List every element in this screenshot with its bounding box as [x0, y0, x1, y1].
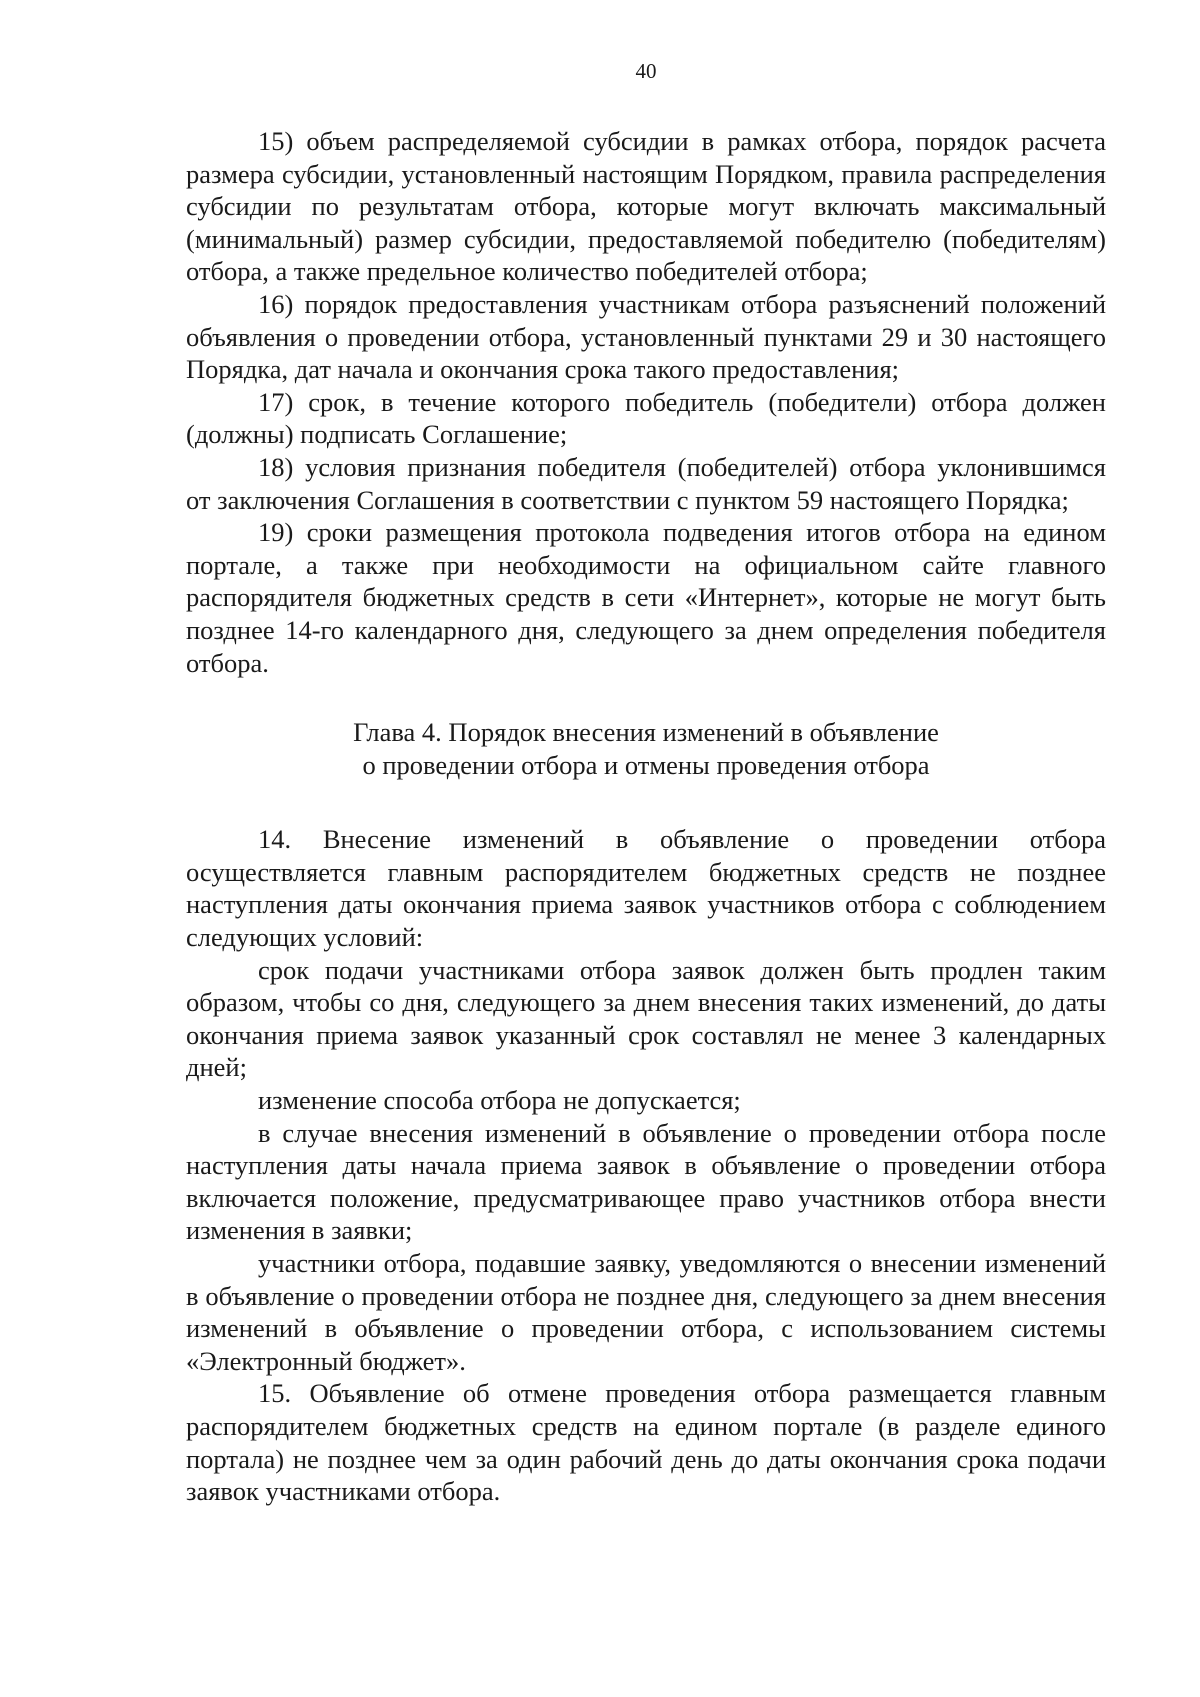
paragraph-clause-15: 15. Объявление об отмене проведения отбора размещается главным распорядителем бюджетных средств на едином портале (в разделе единого портала) не позднее чем за один рабочий день до даты окончания срока подачи заявок участниками отбора. — [186, 1378, 1106, 1507]
paragraph-condition-changes: в случае внесения изменений в объявление о проведении отбора после наступления даты начала приема заявок в объявление о проведении отбора включается положение, предусматривающее право участников отбора внести изменения в заявки; — [186, 1117, 1106, 1246]
chapter-heading — [186, 716, 1106, 781]
chapter-heading-line-1: Глава 4. Порядок внесения изменений в объявление — [353, 717, 939, 748]
paragraph-condition-deadline: срок подачи участниками отбора заявок должен быть продлен таким образом, чтобы со дня, следующего за днем внесения таких изменений, до даты окончания приема заявок указанный срок составлял не менее 3 календарных дней; — [186, 954, 1106, 1083]
chapter-heading-line-2: о проведении отбора и отмены проведения отбора — [362, 749, 930, 780]
paragraph-item-15: 15) объем распределяемой субсидии в рамках отбора, порядок расчета размера субсидии, установленный настоящим Порядком, правила распределения субсидии по результатам отбора, которые могут включать максимальный (минимальный) размер субсидии, предоставляемой победителю (победителям) отбора, а также предельное количество победителей отбора; — [186, 126, 1106, 287]
paragraph-item-17: 17) срок, в течение которого победитель (победители) отбора должен (должны) подписать Соглашение; — [186, 386, 1106, 450]
paragraph-condition-notify: участники отбора, подавшие заявку, уведомляются о внесении изменений в объявление о проведении отбора не позднее дня, следующего за днем внесения изменений в объявление о проведении отбора, с использованием системы «Электронный бюджет». — [186, 1248, 1106, 1376]
paragraph-clause-14: 14. Внесение изменений в объявление о проведении отбора осуществляется главным распорядителем бюджетных средств не позднее наступления даты окончания приема заявок участников отбора с соблюдением следующих условий: — [186, 824, 1106, 953]
paragraph-item-16: 16) порядок предоставления участникам отбора разъяснений положений объявления о проведении отбора, установленный пунктами 29 и 30 настоящего Порядка, дат начала и окончания срока такого предоставления; — [186, 288, 1106, 385]
page-number: 40 — [635, 59, 657, 83]
paragraph-item-19: 19) сроки размещения протокола подведения итогов отбора на едином портале, а также при необходимости на официальном сайте главного распорядителя бюджетных средств в сети «Интернет», которые не могут быть позднее 14-го календарного дня, следующего за днем определения победителя отбора. — [186, 517, 1106, 678]
document-page — [186, 58, 1106, 1508]
paragraph-condition-method: изменение способа отбора не допускается; — [258, 1085, 741, 1116]
paragraph-item-18: 18) условия признания победителя (победителей) отбора уклонившимся от заключения Соглашения в соответствии с пунктом 59 настоящего Порядка; — [186, 451, 1106, 515]
